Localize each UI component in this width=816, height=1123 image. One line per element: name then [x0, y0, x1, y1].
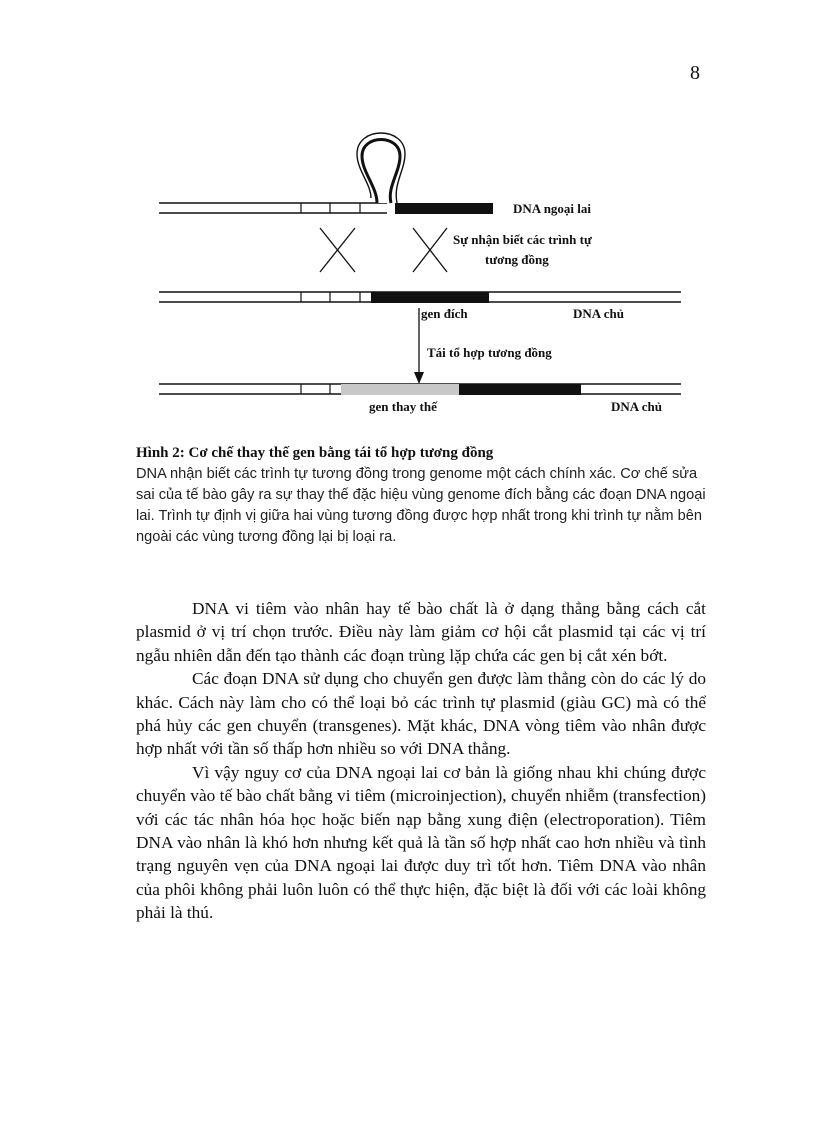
label-replacement-gene: gen thay thế: [369, 399, 437, 414]
figure-caption-body: DNA nhận biết các trình tự tương đồng trong genome một cách chính xác. Cơ chế sửa sai của tế bào gây ra sự thay thế đặc hiệu vùng genome đích bằng các đoạn DNA ngoại lai. Trình tự định vị giữa hai vùng tương đồng được hợp nhất trong khi trình tự nằm bên ngoài các vùng tương đồng lại bị loại ra.: [136, 466, 706, 545]
target-gene-block: [371, 292, 489, 303]
paragraph: DNA vi tiêm vào nhân hay tế bào chất là ở dạng thẳng bằng cách cắt plasmid ở vị trí chọn trước. Điều này làm giảm cơ hội cắt plasmid tại các vị trí ngẫu nhiên dẫn đến tạo thành các đoạn trùng lặp chứa các gen bị cắt xén bớt.: [136, 599, 706, 665]
label-host-dna: DNA chủ: [573, 306, 624, 321]
page-number: 8: [690, 62, 700, 84]
gene-replacement-figure: [155, 132, 695, 422]
figure-caption-title: Hình 2: Cơ chế thay thế gen bằng tái tổ hợp tương đồng: [136, 445, 494, 461]
label-host-dna-bottom: DNA chủ: [611, 399, 662, 414]
body-text: [136, 597, 706, 925]
crossover-marks: [320, 228, 447, 272]
dna-loop: [362, 140, 400, 204]
label-target-gene: gen đích: [421, 306, 468, 321]
label-recognition-line1: Sự nhận biết các trình tự: [453, 232, 592, 247]
recombined-dna-strand: [159, 384, 681, 395]
foreign-dna-block-inserted: [459, 384, 581, 395]
foreign-dna-block: [395, 203, 493, 214]
label-foreign-dna: DNA ngoại lai: [513, 201, 592, 216]
label-recombination: Tái tổ hợp tương đồng: [427, 345, 552, 360]
label-recognition-line2: tương đồng: [485, 252, 549, 267]
replacement-gene-block: [341, 384, 459, 395]
paragraph: Các đoạn DNA sử dụng cho chuyển gen được làm thẳng còn do các lý do khác. Cách này làm cho có thể loại bỏ các trình tự plasmid (giàu GC) mà có thể phá hủy các gen chuyển (transgenes). Mặt khác, DNA vòng tiêm vào nhân được hợp nhất với tần số thấp hơn nhiều so với DNA thẳng.: [136, 669, 706, 759]
foreign-dna-strand: [159, 133, 493, 214]
host-dna-strand: [159, 292, 681, 303]
paragraph: Vì vậy nguy cơ của DNA ngoại lai cơ bản là giống nhau khi chúng được chuyển vào tế bào chất bằng vi tiêm (microinjection), chuyển nhiễm (transfection) với các tác nhân hóa học hoặc biến nạp bằng xung điện (electroporation). Tiêm DNA vào nhân là khó hơn nhưng kết quả là tần số hợp nhất cao hơn nhiều và tình trạng nguyên vẹn của DNA ngoại lai được duy trì tốt hơn. Tiêm DNA vào nhân của phôi không phải luôn luôn có thể thực hiện, đặc biệt là đối với các loài không phải là thú.: [136, 762, 706, 923]
